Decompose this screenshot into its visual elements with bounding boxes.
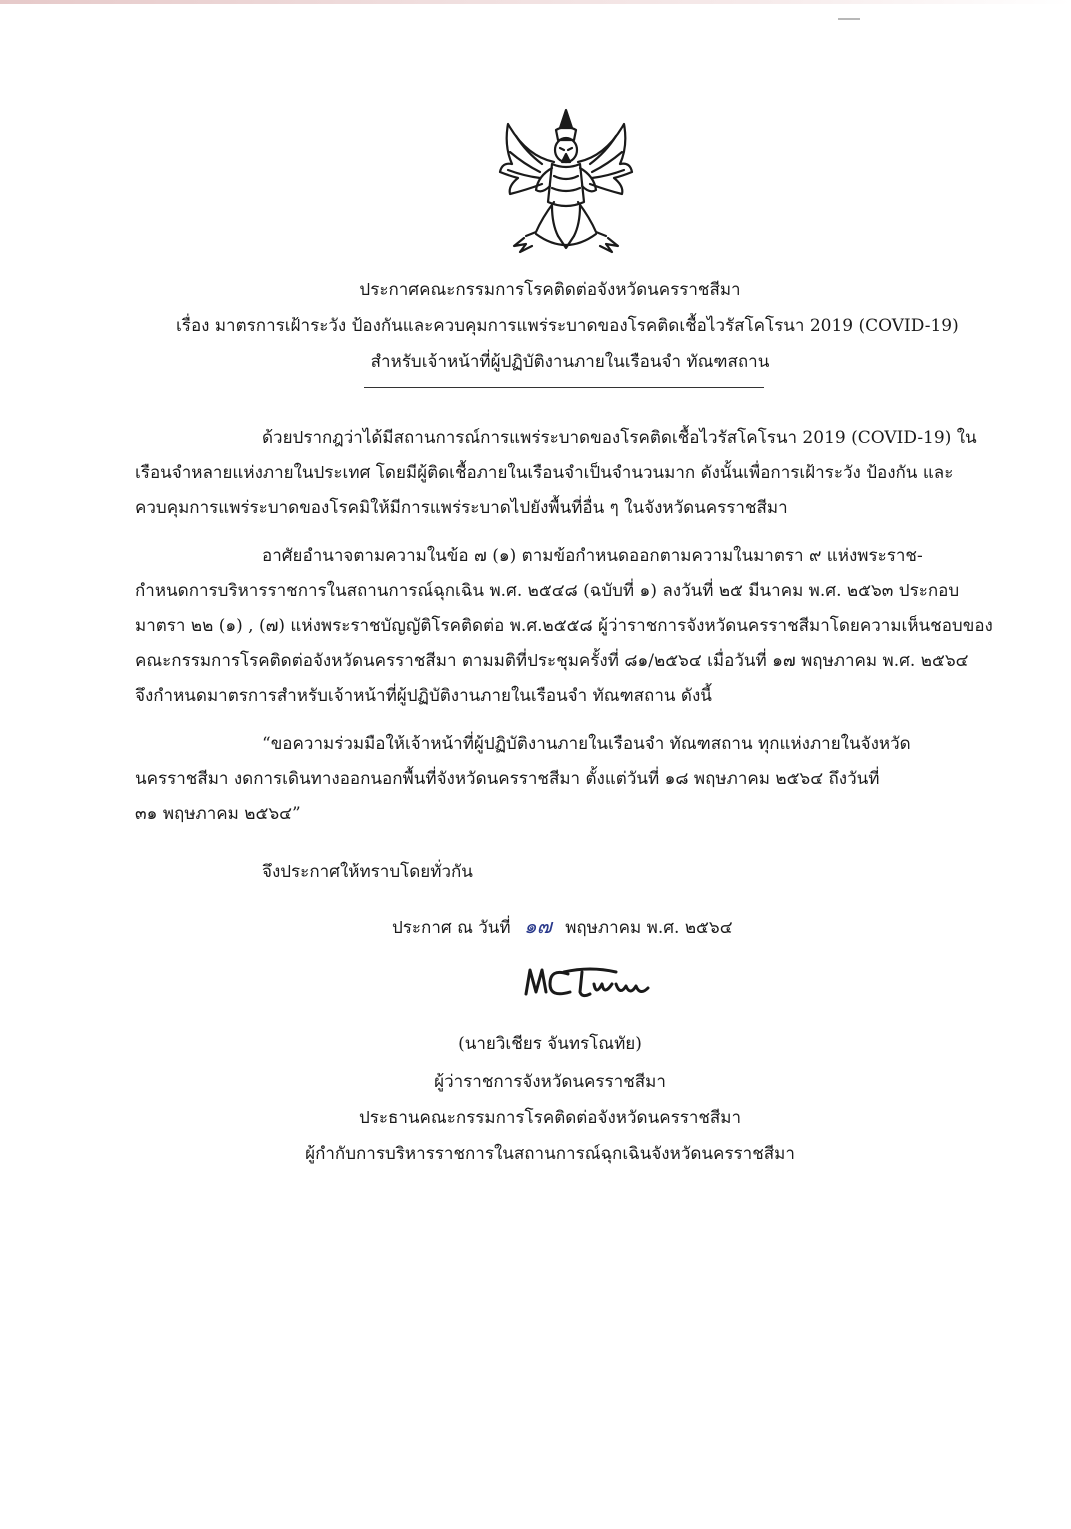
signature-mark: [520, 962, 660, 1008]
paragraph-line: มาตรา ๒๒ (๑) , (๗) แห่งพระราชบัญญัติโรคติดต่อ พ.ศ.๒๕๕๘ ผู้ว่าราชการจังหวัดนครราชสีมาโดยความเห็นชอบของ: [135, 616, 993, 636]
dateline-prefix: ประกาศ ณ วันที่: [392, 918, 511, 938]
dateline-suffix: พฤษภาคม พ.ศ. ๒๕๖๔: [565, 918, 733, 938]
paragraph-line: คณะกรรมการโรคติดต่อจังหวัดนครราชสีมา ตามมติที่ประชุมครั้งที่ ๘๑/๒๕๖๔ เมื่อวันที่ ๑๗ พฤษภาคม พ.ศ. ๒๕๖๔: [135, 651, 969, 671]
signatory-position: ประธานคณะกรรมการโรคติดต่อจังหวัดนครราชสีมา: [358, 1108, 742, 1128]
signatory-position: ผู้ว่าราชการจังหวัดนครราชสีมา: [434, 1072, 666, 1092]
paragraph-line: ด้วยปรากฎว่าได้มีสถานการณ์การแพร่ระบาดของโรคติดเชื้อไวรัสโคโรนา 2019 (COVID-19) ใน: [262, 428, 977, 448]
paragraph-line: จึงกำหนดมาตรการสำหรับเจ้าหน้าที่ผู้ปฏิบัติงานภายในเรือนจำ ทัณฑสถาน ดังนี้: [135, 686, 712, 706]
dateline: [392, 916, 733, 938]
closing-statement: จึงประกาศให้ทราบโดยทั่วกัน: [262, 862, 473, 882]
paragraph-line: ควบคุมการแพร่ระบาดของโรคมิให้มีการแพร่ระบาดไปยังพื้นที่อื่น ๆ ในจังหวัดนครราชสีมา: [135, 498, 788, 518]
signatory-name: (นายวิเชียร จันทรโณทัย): [458, 1034, 642, 1054]
paragraph-line: อาศัยอำนาจตามความในข้อ ๗ (๑) ตามข้อกำหนดออกตามความในมาตรา ๙ แห่งพระราช-: [262, 546, 923, 566]
paragraph-line: นครราชสีมา งดการเดินทางออกนอกพื้นที่จังหวัดนครราชสีมา ตั้งแต่วันที่ ๑๘ พฤษภาคม ๒๕๖๔ ถึงวันที่: [135, 769, 880, 789]
scan-edge: [0, 0, 1071, 4]
scan-speck: [838, 18, 860, 20]
dateline-day-handwritten: ๑๗: [524, 914, 552, 938]
paragraph-line: ๓๑ พฤษภาคม ๒๕๖๔”: [135, 804, 301, 824]
header-divider: [364, 387, 764, 388]
announcement-title: ประกาศคณะกรรมการโรคติดต่อจังหวัดนครราชสีมา: [359, 280, 741, 300]
announcement-subject: เรื่อง มาตรการเฝ้าระวัง ป้องกันและควบคุมการแพร่ระบาดของโรคติดเชื้อไวรัสโคโรนา 2019 (COVID-19): [176, 316, 959, 336]
signatory-position: ผู้กำกับการบริหารราชการในสถานการณ์ฉุกเฉินจังหวัดนครราชสีมา: [305, 1144, 795, 1164]
paragraph-line: กำหนดการบริหารราชการในสถานการณ์ฉุกเฉิน พ.ศ. ๒๕๔๘ (ฉบับที่ ๑) ลงวันที่ ๒๕ มีนาคม พ.ศ. ๒๕๖๓ ประกอบ: [135, 581, 960, 601]
announcement-subject-line2: สำหรับเจ้าหน้าที่ผู้ปฏิบัติงานภายในเรือนจำ ทัณฑสถาน: [370, 352, 770, 372]
garuda-emblem: [496, 106, 636, 256]
paragraph-line: เรือนจำหลายแห่งภายในประเทศ โดยมีผู้ติดเชื้อภายในเรือนจำเป็นจำนวนมาก ดังนั้นเพื่อการเฝ้าระวัง ป้องกัน และ: [135, 463, 954, 483]
paragraph-line: “ขอความร่วมมือให้เจ้าหน้าที่ผู้ปฏิบัติงานภายในเรือนจำ ทัณฑสถาน ทุกแห่งภายในจังหวัด: [262, 734, 911, 754]
